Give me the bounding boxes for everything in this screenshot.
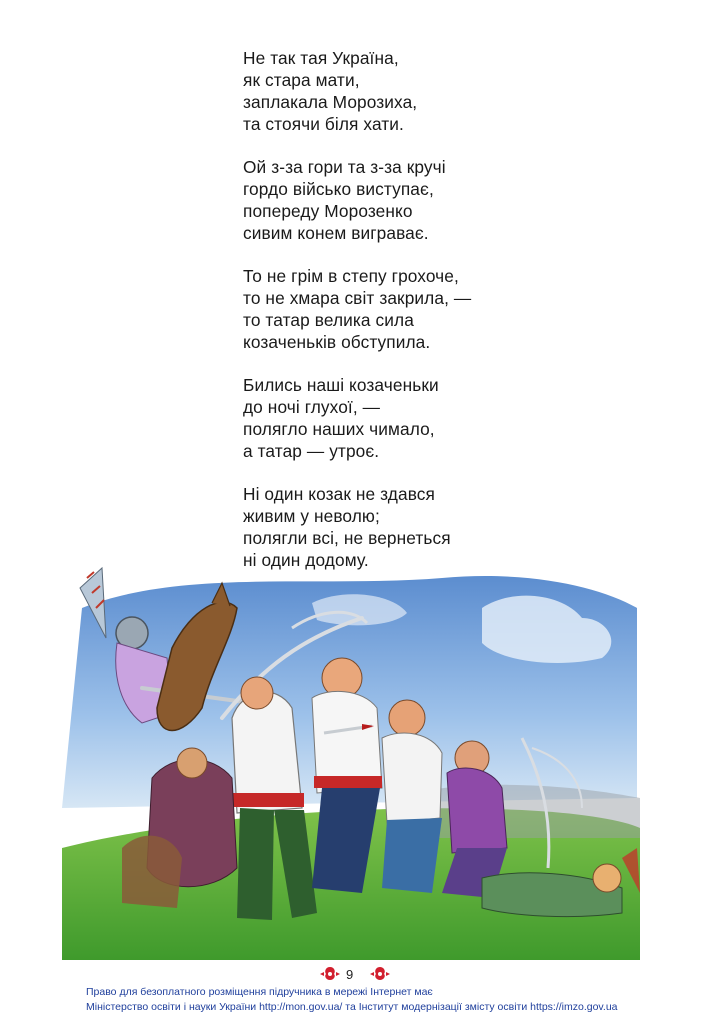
stanza-1 [243,47,543,135]
poem-line: ні один додому. [243,550,369,570]
footer-line-1: Право для безоплатного розміщення підручника в мережі Інтернет має [86,986,433,998]
poem-line: та стоячи біля хати. [243,114,404,134]
poem-line: полягли всі, не вернеться [243,528,451,548]
poem-line: Ой з-за гори та з-за кручі [243,157,446,177]
poem-line: живим у неволю; [243,506,380,526]
poem-line: заплакала Морозиха, [243,92,418,112]
poem-line: попереду Морозенко [243,201,413,221]
poem-line: то не хмара світ закрила, — [243,288,472,308]
poem-line: а татар — утроє. [243,441,380,461]
page-number: 9 [346,967,354,982]
poem-line: гордо військо виступає, [243,179,434,199]
poem-line: Не так тая Україна, [243,48,399,68]
footer [0,965,704,1024]
stanza-3 [243,265,543,353]
poem-line: Ні один козак не здався [243,484,435,504]
footer-line-2: Міністерство освіти і науки України http://mon.gov.ua/ та Інститут модернізації змісту освіти https://imzo.gov.ua [86,1001,618,1013]
poem-line: сивим конем виграває. [243,223,429,243]
poem-line: полягло наших чимало, [243,419,435,439]
poem-line: до ночі глухої, — [243,397,381,417]
stanza-4 [243,374,543,462]
poem-line: То не грім в степу грохоче, [243,266,459,286]
ornament-right-icon [368,965,392,983]
stanza-2 [243,156,543,244]
poem-line: то татар велика сила [243,310,414,330]
poem-line: Бились наші козаченьки [243,375,439,395]
battle-illustration [62,548,640,960]
poem-line: як стара мати, [243,70,360,90]
ornament-left-icon [318,965,342,983]
poem [243,47,543,592]
poem-line: козаченьків обступила. [243,332,431,352]
